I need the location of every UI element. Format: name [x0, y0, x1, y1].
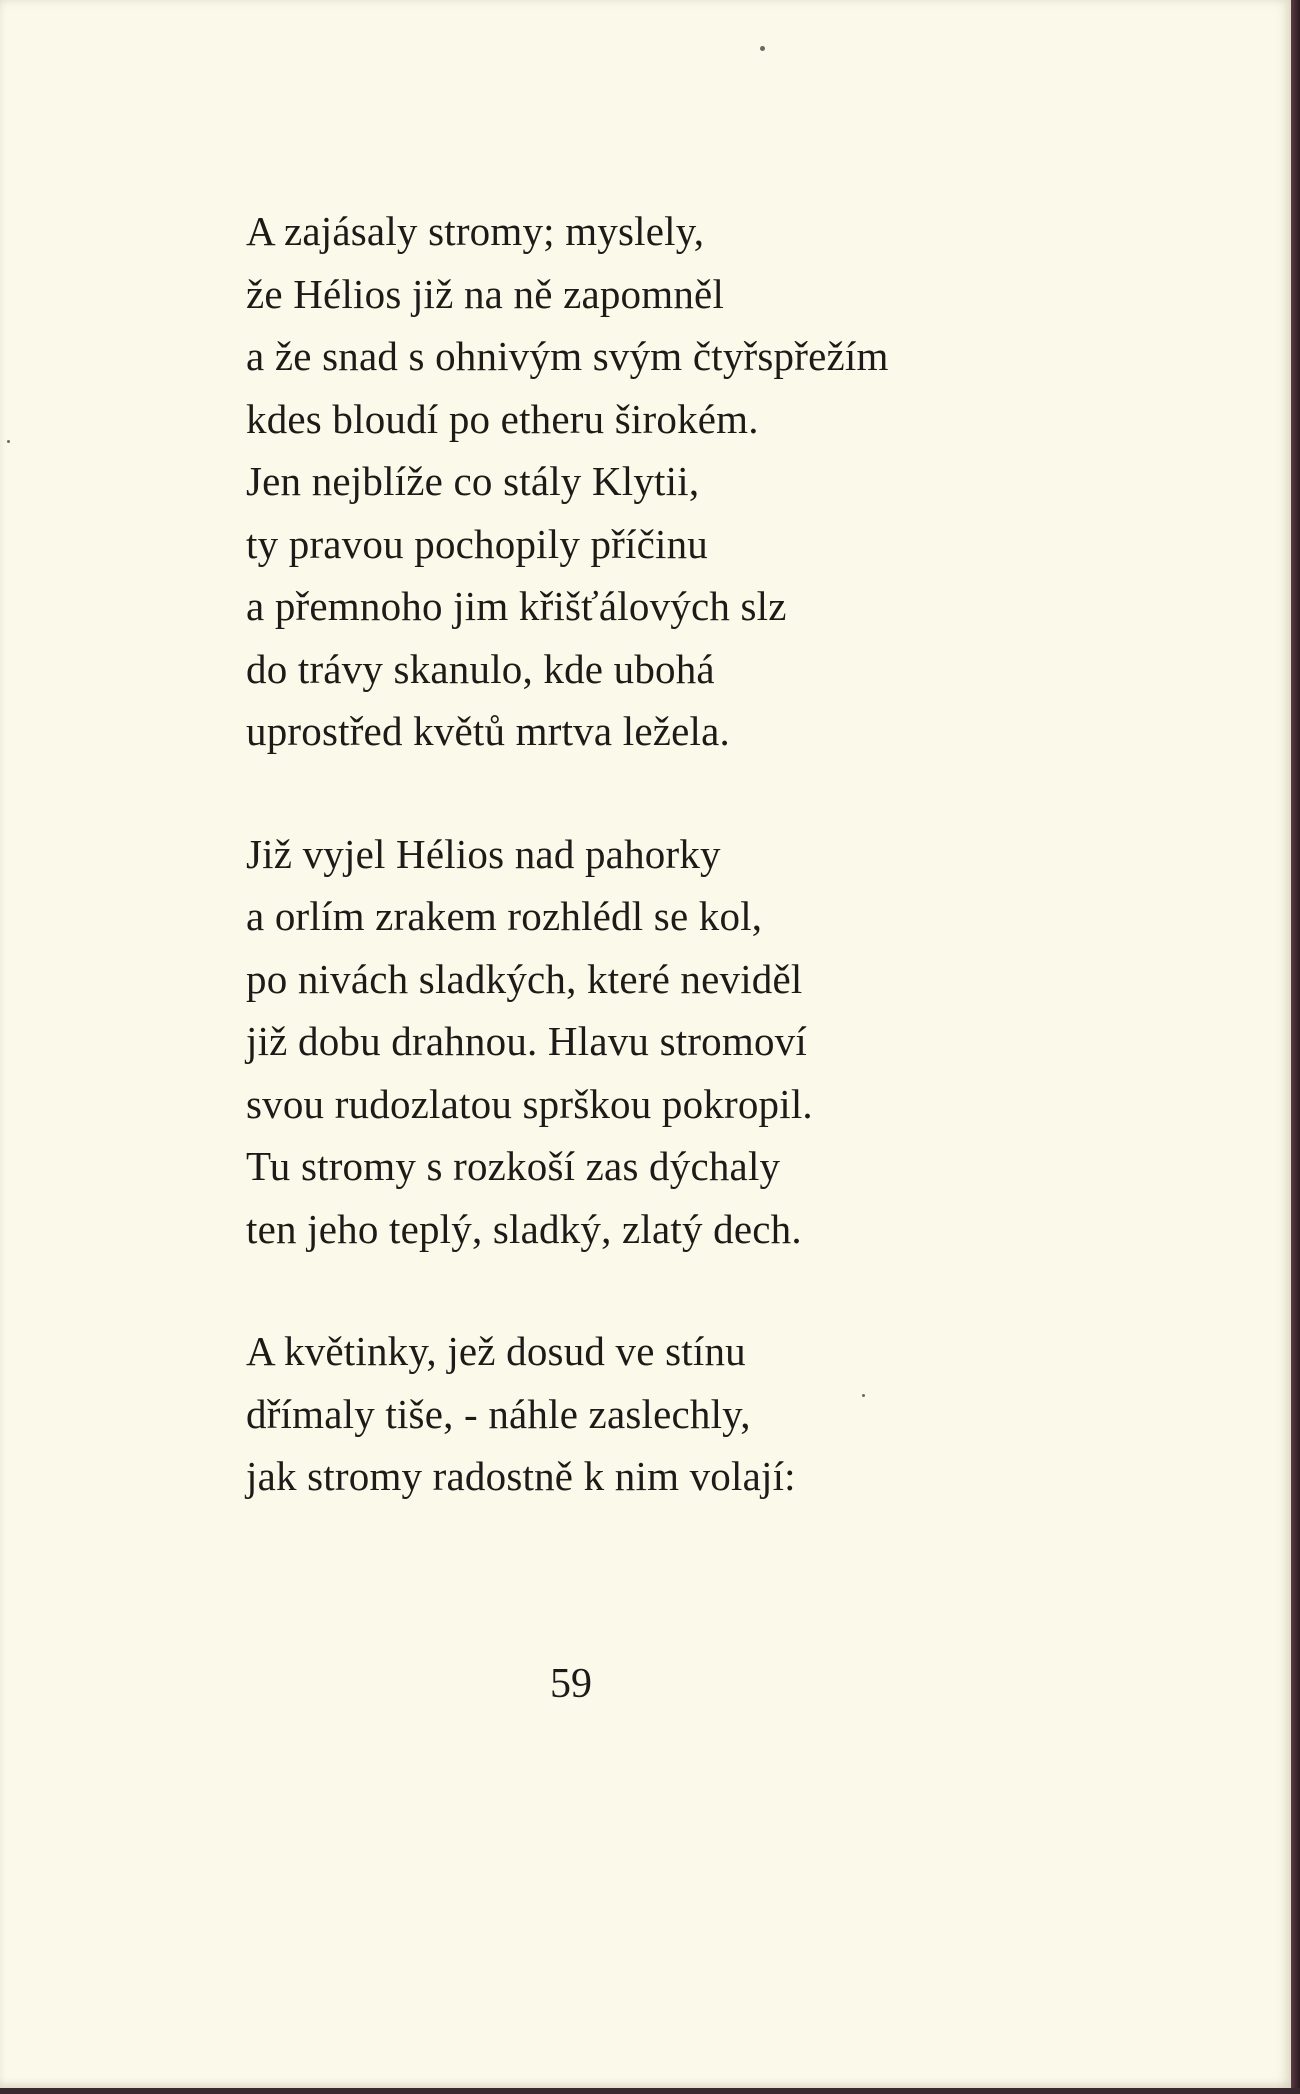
book-edge [1291, 0, 1300, 2094]
poem-line: Jen nejblíže co stály Klytii, [246, 458, 700, 504]
poem-line: svou rudozlatou sprškou pokropil. [246, 1080, 813, 1127]
poem-line: a přemnoho jim křišťálových slz [246, 583, 787, 629]
poem-line: a že snad s ohnivým svým čtyřspřežím [246, 333, 889, 379]
paper-speck [760, 46, 765, 51]
poem-line: uprostřed květů mrtva ležela. [246, 708, 730, 754]
stanza [246, 200, 1046, 763]
poem-line: a orlím zrakem rozhlédl se kol, [246, 893, 763, 939]
book-edge [0, 2088, 1300, 2094]
poem-line: Již vyjel Hélios nad pahorky [246, 830, 721, 877]
poem-text [246, 200, 1046, 1568]
poem-line: ten jeho teplý, sladký, zlatý dech. [246, 1205, 802, 1252]
poem-line: již dobu drahnou. Hlavu stromoví [246, 1018, 807, 1064]
paper-speck [7, 440, 10, 443]
poem-line: do trávy skanulo, kde ubohá [246, 645, 715, 692]
poem-line: že Hélios již na ně zapomněl [246, 270, 725, 317]
stanza [246, 1320, 1046, 1508]
poem-line: Tu stromy s rozkoší zas dýchaly [246, 1143, 781, 1189]
poem-line: dřímaly tiše, - náhle zaslechly, [246, 1390, 751, 1437]
page-number: 59 [550, 1661, 592, 1707]
poem-line: po nivách sladkých, které neviděl [246, 955, 803, 1002]
poem-line: A zajásaly stromy; myslely, [246, 208, 705, 254]
stanza [246, 823, 1046, 1261]
poem-line: A květinky, jež dosud ve stínu [246, 1328, 746, 1374]
poem-line: ty pravou pochopily příčinu [246, 520, 709, 567]
poem-line: jak stromy radostně k nim volají: [246, 1453, 796, 1499]
poem-line: kdes bloudí po etheru širokém. [246, 395, 759, 442]
